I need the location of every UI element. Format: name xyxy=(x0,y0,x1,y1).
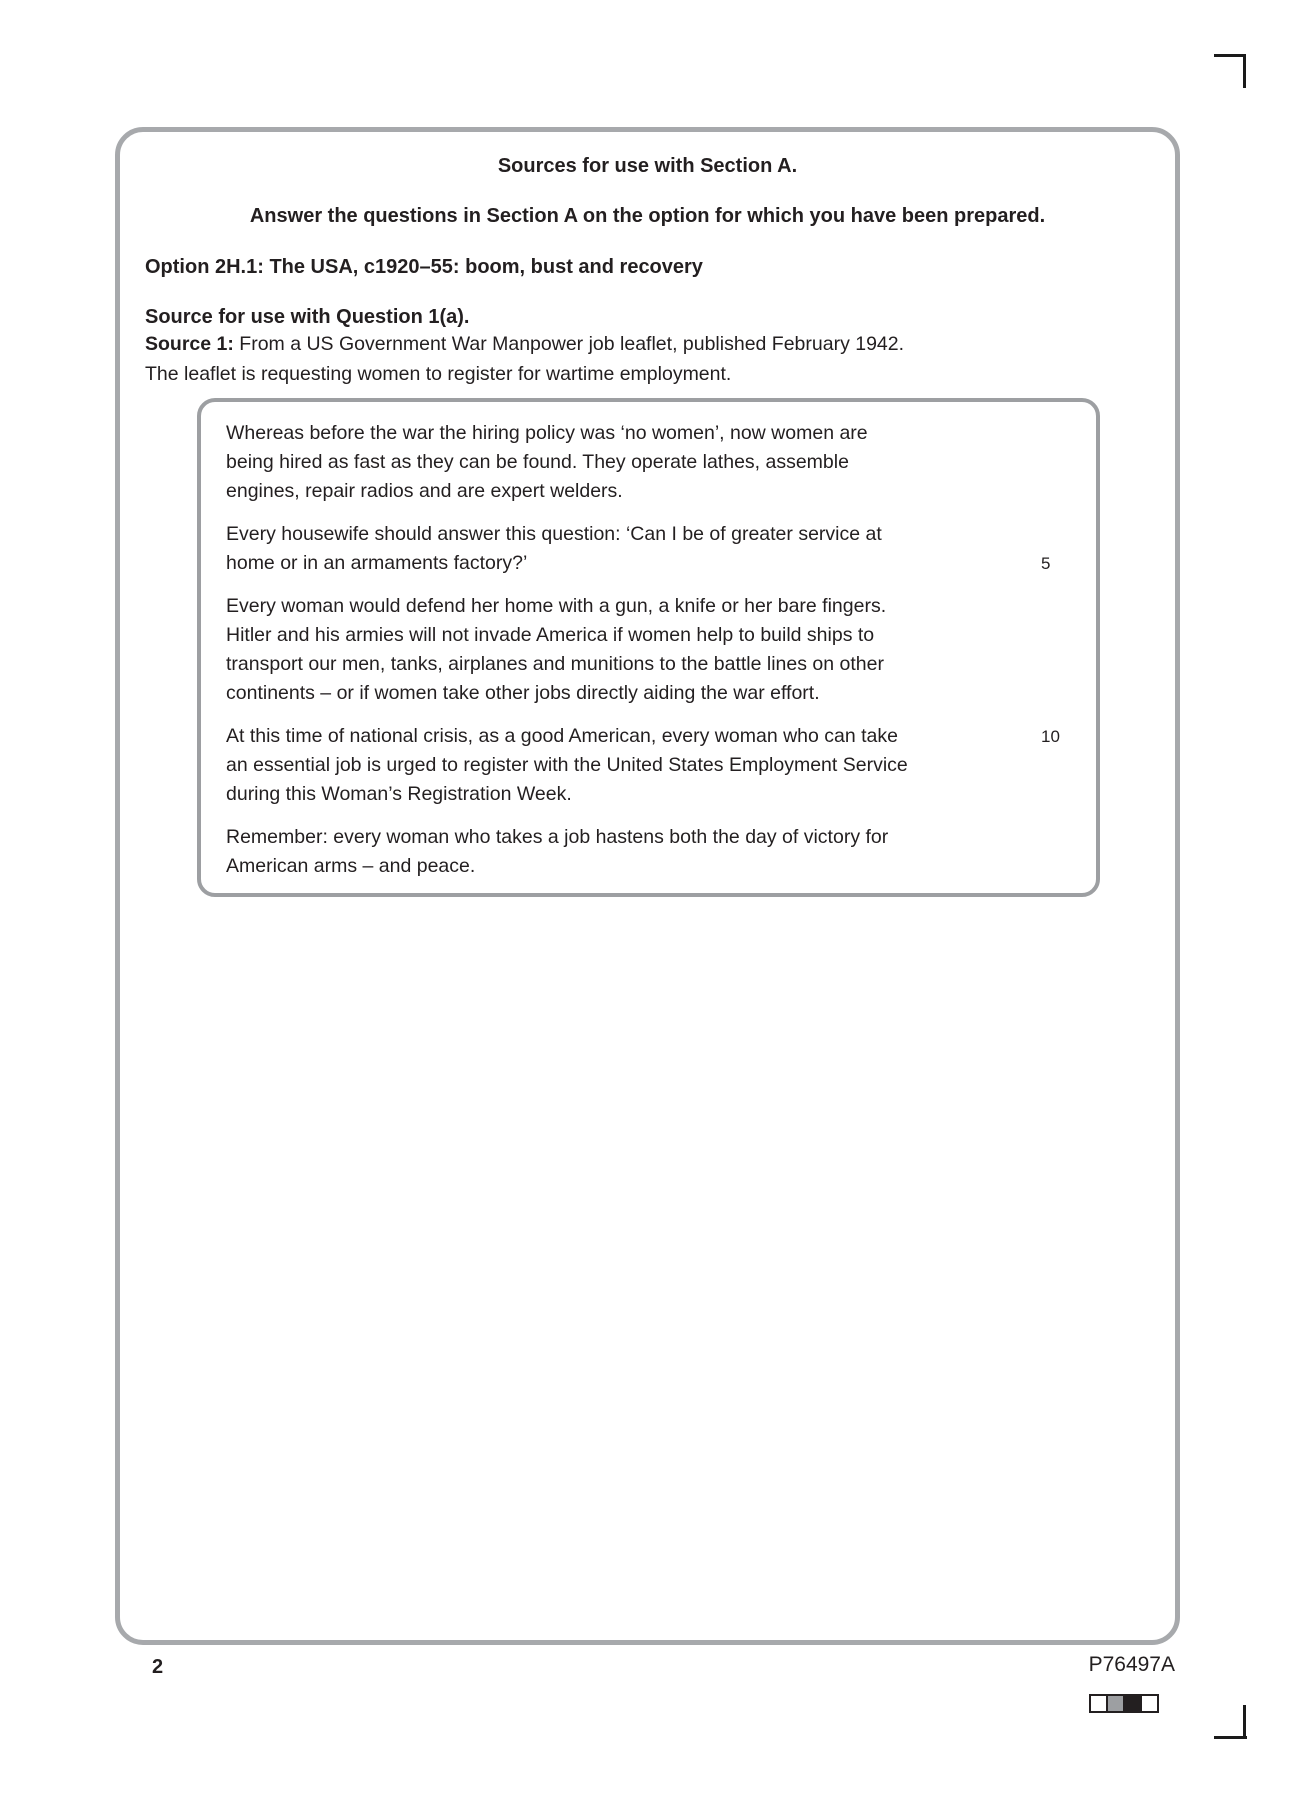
crop-mark-top-right-vertical xyxy=(1243,54,1246,88)
source-line: transport our men, tanks, airplanes and munitions to the battle lines on other xyxy=(226,653,884,675)
source-line: Whereas before the war the hiring policy was ‘no women’, now women are xyxy=(226,422,868,444)
source-line: American arms – and peace. xyxy=(226,855,476,877)
source-line xyxy=(226,722,1071,751)
page-number: 2 xyxy=(152,1656,164,1678)
source-paragraph-4 xyxy=(226,722,1071,809)
source-caption-line-1 xyxy=(145,329,1150,359)
question-source-heading: Source for use with Question 1(a). xyxy=(145,306,470,328)
source-line: being hired as fast as they can be found. They operate lathes, assemble xyxy=(226,451,849,473)
source-line: Every housewife should answer this question: ‘Can I be of greater service at xyxy=(226,523,882,545)
crop-mark-bottom-right-vertical xyxy=(1243,1705,1246,1739)
progress-square-white-2 xyxy=(1140,1694,1159,1713)
source-line: engines, repair radios and are expert welders. xyxy=(226,480,623,502)
crop-mark-bottom-right-horizontal xyxy=(1214,1736,1247,1739)
source-line-text: At this time of national crisis, as a good American, every woman who can take xyxy=(226,725,898,747)
paper-code: P76497A xyxy=(1088,1653,1175,1676)
source-line: Hitler and his armies will not invade America if women help to build ships to xyxy=(226,624,875,646)
source-line: Remember: every woman who takes a job hastens both the day of victory for xyxy=(226,826,889,848)
source-paragraph-2 xyxy=(226,520,1071,578)
progress-marker xyxy=(1089,1694,1159,1713)
line-number-5: 5 xyxy=(1041,554,1051,573)
section-title: Sources for use with Section A. xyxy=(497,155,798,177)
source-paragraph-5 xyxy=(226,823,1071,881)
source-caption-rest: From a US Government War Manpower job leaflet, published February 1942. xyxy=(233,333,905,355)
line-number-10: 10 xyxy=(1041,727,1060,746)
option-title: Option 2H.1: The USA, c1920–55: boom, bust and recovery xyxy=(145,256,703,278)
source-line xyxy=(226,549,1071,578)
page-frame xyxy=(115,127,1180,1645)
source-caption-line-2: The leaflet is requesting women to register for wartime employment. xyxy=(145,363,732,385)
source-line: continents – or if women take other jobs directly aiding the war effort. xyxy=(226,682,820,704)
source-box xyxy=(197,398,1100,897)
source-line: an essential job is urged to register with the United States Employment Service xyxy=(226,754,908,776)
source-paragraph-1 xyxy=(226,419,1071,506)
source-line: Every woman would defend her home with a gun, a knife or her bare fingers. xyxy=(226,595,887,617)
source-line: during this Woman’s Registration Week. xyxy=(226,783,572,805)
source-label: Source 1: xyxy=(145,333,234,355)
source-line-text: home or in an armaments factory?’ xyxy=(226,552,528,574)
crop-mark-top-right-horizontal xyxy=(1214,54,1246,57)
instruction-text: Answer the questions in Section A on the option for which you have been prepared. xyxy=(249,205,1046,227)
source-paragraph-3 xyxy=(226,592,1071,708)
